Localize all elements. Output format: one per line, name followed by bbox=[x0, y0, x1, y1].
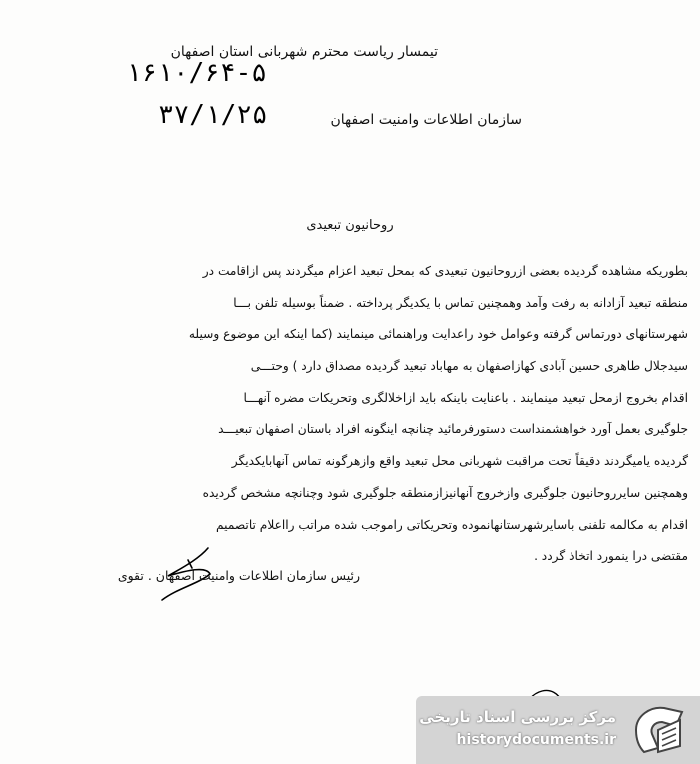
body-line: گردیده یامیگردند دقیقاً تحت مراقبت شهربانی محل تبعید واقع وازهرگونه تماس آنهابایکدیگر bbox=[231, 454, 688, 469]
handwritten-date: ۳۷/۱/۲۵ bbox=[158, 100, 268, 130]
handwritten-letter-number: ۱۶۱۰/۶۴-۵ bbox=[126, 58, 267, 88]
recipient-line-2: سازمان اطلاعات وامنیت اصفهان bbox=[330, 112, 522, 128]
body-line: اقدام بخروج ازمحل تبعید مینمایند . باعنایت باینکه باید ازاخلالگری وتحریکات مضره آنهـــا bbox=[243, 390, 688, 405]
body-line: سیدجلال طاهری حسین آبادی کهازاصفهان به مهاباد تبعید گردیده مصداق دارد ) وحتـــی bbox=[250, 359, 688, 374]
body-line: منطقه تبعید آزادانه به رفت وآمد وهمچنین تماس با یکدیگر پرداخته . ضمناً بوسیله تلفن بـــا bbox=[233, 295, 688, 310]
signature-line: رئیس سازمان اطلاعات وامنیت اصفهان . تقوی bbox=[117, 568, 360, 583]
body-line: جلوگیری بعمل آورد خواهشمنداست دستورفرمائید چنانچه اینگونه افراد باستان اصفهان تبعیـــد bbox=[218, 422, 688, 437]
recipient-line-1: تیمسار ریاست محترم شهربانی استان اصفهان bbox=[170, 44, 438, 60]
body-line: مقتضی درا ینمورد اتخاذ گردد . bbox=[534, 549, 688, 564]
watermark-banner bbox=[416, 696, 700, 764]
letter-body bbox=[20, 256, 688, 573]
archive-logo-icon bbox=[628, 702, 690, 758]
letter-subject: روحانیون تبعیدی bbox=[306, 218, 394, 233]
body-line: اقدام به مکالمه تلفنی باسایرشهرستانهانموده وتحریکاتی راموجب شده مراتب رااعلام تاتصمیم bbox=[216, 517, 688, 532]
body-line: شهرستانهای دورتماس گرفته وعوامل خود راعدایت وراهنمائی مینمایند (کما اینکه این موضوع وسیله bbox=[188, 327, 688, 342]
body-line: وهمچنین سایرروحانیون جلوگیری وازخروج آنهانیزازمنطقه جلوگیری شود وچنانچه مشخص گردیده bbox=[202, 485, 688, 500]
body-line: بطوریکه مشاهده گردیده بعضی ازروحانیون تبعیدی که بمحل تبعید اعزام میگردند پس ازاقامت در bbox=[202, 264, 688, 278]
watermark-url: historydocuments.ir bbox=[456, 732, 616, 748]
watermark-title: مرکز بررسی اسناد تاریخی bbox=[419, 708, 616, 726]
